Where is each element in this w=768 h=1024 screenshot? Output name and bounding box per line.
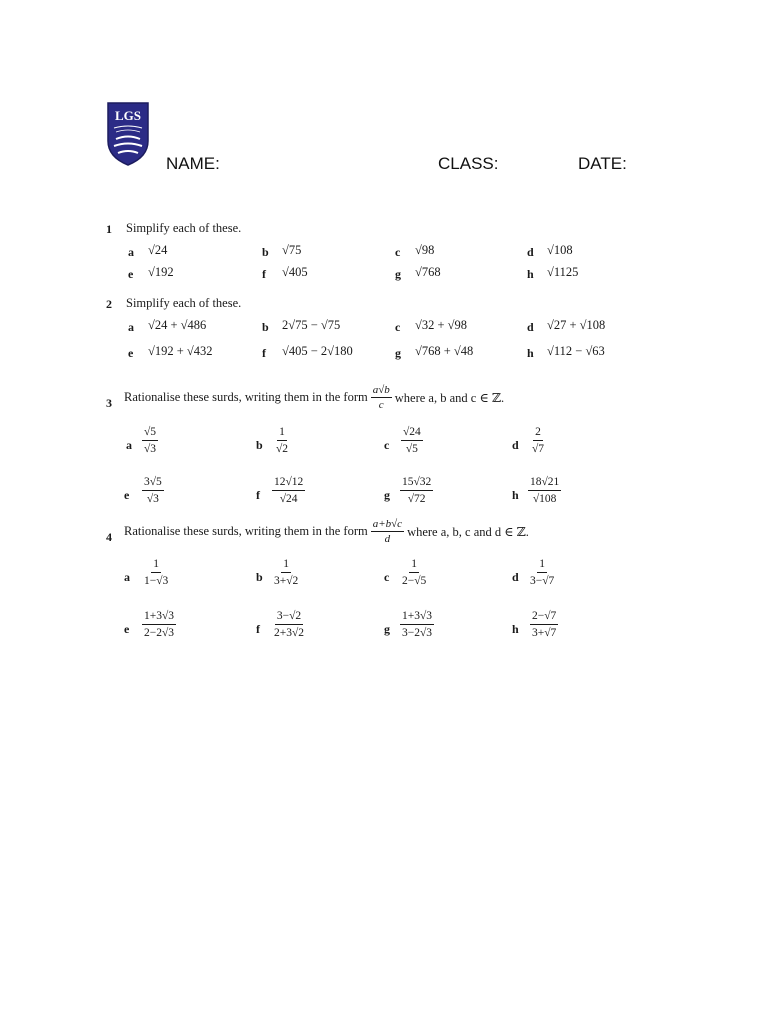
part-label: b [262, 245, 269, 259]
numerator: 1 [277, 426, 287, 441]
part-fraction [272, 476, 305, 505]
denominator: √24 [279, 493, 298, 505]
denominator: 3−√7 [530, 575, 555, 587]
logo-text: LGS [114, 108, 142, 123]
numerator: 3√5 [142, 476, 164, 491]
denominator: 3+√7 [532, 627, 557, 639]
part-expression: √192 + √432 [148, 344, 213, 358]
denominator: √72 [407, 493, 426, 505]
part-fraction [272, 558, 300, 587]
part-expression: √24 + √486 [148, 318, 207, 332]
part-label: h [512, 622, 519, 636]
name-label: NAME: [166, 154, 220, 173]
numerator: 3−√2 [275, 610, 303, 625]
denominator: √2 [276, 443, 289, 455]
part-expression: 2√75 − √75 [282, 318, 341, 332]
part-fraction [142, 610, 176, 639]
part-label: c [395, 245, 401, 259]
part-label: f [262, 267, 266, 281]
form-fraction [371, 384, 392, 411]
denominator: √3 [146, 493, 159, 505]
part-expression: √27 + √108 [547, 318, 606, 332]
class-label: CLASS: [438, 154, 499, 173]
denominator: 2−2√3 [144, 627, 175, 639]
part-expression: √192 [148, 265, 174, 279]
form-numerator: a√b [372, 384, 390, 396]
part-label: a [126, 438, 132, 452]
question-number: 3 [106, 396, 112, 410]
denominator: √3 [144, 443, 157, 455]
part-fraction [274, 426, 290, 455]
instruction-text: Rationalise these surds, writing them in the form [124, 390, 368, 404]
denominator: 3+√2 [274, 575, 299, 587]
numerator: 1 [537, 558, 547, 573]
part-expression: √112 − √63 [547, 344, 605, 358]
part-label: e [124, 622, 130, 636]
numerator: 1+3√3 [400, 610, 434, 625]
part-fraction [528, 558, 556, 587]
part-label: a [124, 570, 130, 584]
part-label: d [512, 438, 519, 452]
denominator: √108 [532, 493, 557, 505]
part-fraction [272, 610, 306, 639]
form-denominator: d [384, 533, 391, 545]
part-label: h [527, 346, 534, 360]
question-instruction [124, 518, 529, 545]
numerator: 2−√7 [530, 610, 558, 625]
part-label: a [128, 245, 134, 259]
part-label: d [527, 320, 534, 334]
part-expression: √98 [415, 243, 435, 257]
numerator: √5 [142, 426, 158, 441]
numerator: 1 [281, 558, 291, 573]
part-label: a [128, 320, 134, 334]
part-label: e [124, 488, 130, 502]
numerator: √24 [401, 426, 423, 441]
numerator: 1+3√3 [142, 610, 176, 625]
form-fraction [371, 518, 404, 545]
part-expression: √108 [547, 243, 573, 257]
part-label: f [256, 488, 260, 502]
denominator: 2+3√2 [274, 627, 305, 639]
numerator: 15√32 [400, 476, 433, 491]
part-label: b [256, 570, 263, 584]
part-label: c [384, 570, 390, 584]
part-label: f [256, 622, 260, 636]
denominator: 3−2√3 [402, 627, 433, 639]
part-fraction [400, 476, 433, 505]
part-fraction [401, 426, 423, 455]
instruction-text: where a, b and c ∈ ℤ. [394, 390, 505, 405]
form-numerator: a+b√c [372, 518, 403, 530]
part-fraction [142, 426, 158, 455]
part-expression: √405 [282, 265, 308, 279]
part-expression: √768 [415, 265, 441, 279]
numerator: 1 [409, 558, 419, 573]
denominator: √5 [405, 443, 418, 455]
instruction-text: Rationalise these surds, writing them in the form [124, 524, 368, 538]
part-label: g [395, 346, 401, 360]
denominator: 2−√5 [402, 575, 427, 587]
numerator: 18√21 [528, 476, 561, 491]
form-denominator: c [378, 399, 384, 411]
part-label: e [128, 267, 134, 281]
part-fraction [142, 476, 164, 505]
denominator: 1−√3 [144, 575, 169, 587]
part-label: d [527, 245, 534, 259]
part-label: g [384, 622, 390, 636]
question-number: 2 [106, 297, 112, 311]
denominator: √7 [532, 443, 545, 455]
question-instruction: Simplify each of these. [126, 296, 242, 310]
numerator: 2 [533, 426, 543, 441]
part-label: b [262, 320, 269, 334]
part-expression: √32 + √98 [415, 318, 468, 332]
part-fraction [400, 558, 428, 587]
part-fraction [530, 610, 558, 639]
part-expression: √405 − 2√180 [282, 344, 353, 358]
part-fraction [142, 558, 170, 587]
part-label: d [512, 570, 519, 584]
part-label: h [512, 488, 519, 502]
numerator: 12√12 [272, 476, 305, 491]
part-label: c [395, 320, 401, 334]
instruction-text: where a, b, c and d ∈ ℤ. [407, 524, 529, 539]
part-label: c [384, 438, 390, 452]
part-fraction [528, 476, 561, 505]
part-label: g [395, 267, 401, 281]
part-expression: √1125 [547, 265, 579, 279]
question-number: 4 [106, 530, 112, 544]
part-label: h [527, 267, 534, 281]
numerator: 1 [151, 558, 161, 573]
part-expression: √768 + √48 [415, 344, 474, 358]
date-label: DATE: [578, 154, 627, 173]
part-expression: √75 [282, 243, 302, 257]
question-instruction [124, 384, 504, 411]
part-label: b [256, 438, 263, 452]
question-instruction: Simplify each of these. [126, 221, 242, 235]
part-fraction [530, 426, 546, 455]
part-label: e [128, 346, 134, 360]
part-fraction [400, 610, 434, 639]
question-number: 1 [106, 222, 112, 236]
part-label: g [384, 488, 390, 502]
part-expression: √24 [148, 243, 168, 257]
part-label: f [262, 346, 266, 360]
school-logo [106, 101, 150, 167]
